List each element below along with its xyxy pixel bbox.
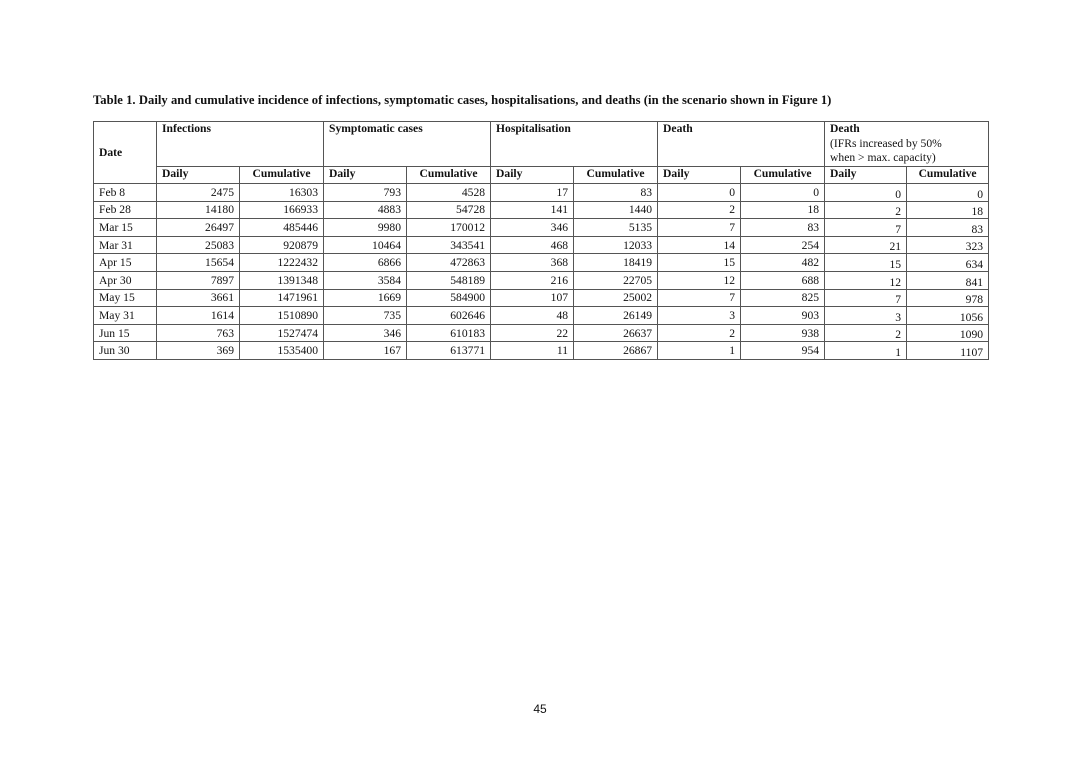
- infections-daily-cell: 25083: [157, 236, 240, 254]
- infections-cumulative-cell: 1527474: [240, 324, 324, 342]
- symptomatic-cumulative-cell: 548189: [407, 271, 491, 289]
- death-cumulative-cell: 18: [741, 201, 825, 219]
- infections-daily-cell: 2475: [157, 184, 240, 202]
- death-cumulative-cell: 482: [741, 254, 825, 272]
- death-daily-cell: 12: [658, 271, 741, 289]
- death-adjusted-cumulative-cell: 323: [907, 236, 989, 254]
- hospitalisation-daily-header: Daily: [491, 167, 574, 184]
- hospitalisation-daily-cell: 48: [491, 307, 574, 325]
- symptomatic-daily-cell: 9980: [324, 219, 407, 237]
- death-adjusted-daily-cell: 15: [825, 254, 907, 272]
- hospitalisation-cumulative-cell: 18419: [574, 254, 658, 272]
- date-cell: Apr 30: [94, 271, 157, 289]
- date-cell: Feb 8: [94, 184, 157, 202]
- infections-cumulative-cell: 920879: [240, 236, 324, 254]
- death-adjusted-cumulative-cell: 634: [907, 254, 989, 272]
- table-row: [94, 254, 989, 272]
- infections-daily-cell: 3661: [157, 289, 240, 307]
- hospitalisation-daily-cell: 107: [491, 289, 574, 307]
- death-adjusted-cumulative-cell: 978: [907, 289, 989, 307]
- symptomatic-daily-cell: 3584: [324, 271, 407, 289]
- death-cumulative-cell: 254: [741, 236, 825, 254]
- death-daily-cell: 15: [658, 254, 741, 272]
- symptomatic-daily-header: Daily: [324, 167, 407, 184]
- hospitalisation-cumulative-cell: 1440: [574, 201, 658, 219]
- death-cumulative-cell: 83: [741, 219, 825, 237]
- incidence-table: [93, 121, 989, 360]
- table-row: [94, 307, 989, 325]
- hospitalisation-cumulative-cell: 26637: [574, 324, 658, 342]
- death-daily-cell: 7: [658, 289, 741, 307]
- death-adjusted-header: [825, 122, 989, 167]
- table-row: [94, 236, 989, 254]
- table-row: [94, 324, 989, 342]
- death-daily-cell: 14: [658, 236, 741, 254]
- symptomatic-cumulative-cell: 170012: [407, 219, 491, 237]
- death-adjusted-note-line2: when > max. capacity): [830, 151, 936, 164]
- infections-daily-cell: 15654: [157, 254, 240, 272]
- death-daily-cell: 0: [658, 184, 741, 202]
- death-daily-cell: 7: [658, 219, 741, 237]
- infections-cumulative-cell: 166933: [240, 201, 324, 219]
- death-adjusted-daily-cell: 1: [825, 342, 907, 360]
- hospitalisation-daily-cell: 468: [491, 236, 574, 254]
- subheader-row: [94, 167, 989, 184]
- table-row: [94, 342, 989, 360]
- infections-daily-cell: 26497: [157, 219, 240, 237]
- hospitalisation-header: Hospitalisation: [491, 122, 658, 167]
- symptomatic-cumulative-cell: 610183: [407, 324, 491, 342]
- symptomatic-header: Symptomatic cases: [324, 122, 491, 167]
- death-daily-header: Daily: [658, 167, 741, 184]
- symptomatic-daily-cell: 346: [324, 324, 407, 342]
- date-cell: Jun 15: [94, 324, 157, 342]
- symptomatic-cumulative-cell: 613771: [407, 342, 491, 360]
- death-adjusted-title: Death: [830, 122, 860, 135]
- infections-daily-cell: 1614: [157, 307, 240, 325]
- death-adjusted-daily-cell: 3: [825, 307, 907, 325]
- death-adjusted-cumulative-header: Cumulative: [907, 167, 989, 184]
- death-adjusted-daily-cell: 12: [825, 271, 907, 289]
- date-cell: Mar 15: [94, 219, 157, 237]
- date-cell: May 31: [94, 307, 157, 325]
- death-adjusted-note-line1: (IFRs increased by 50%: [830, 136, 942, 150]
- infections-cumulative-cell: 16303: [240, 184, 324, 202]
- page-number: 45: [533, 702, 547, 716]
- symptomatic-cumulative-cell: 472863: [407, 254, 491, 272]
- symptomatic-cumulative-cell: 343541: [407, 236, 491, 254]
- infections-daily-header: Daily: [157, 167, 240, 184]
- table-caption: Table 1. Daily and cumulative incidence of infections, symptomatic cases, hospitalisations, and deaths (in the scenario shown in Figure 1): [93, 93, 832, 107]
- hospitalisation-cumulative-cell: 22705: [574, 271, 658, 289]
- date-cell: Jun 30: [94, 342, 157, 360]
- death-cumulative-cell: 903: [741, 307, 825, 325]
- table-row: [94, 289, 989, 307]
- death-daily-cell: 3: [658, 307, 741, 325]
- hospitalisation-daily-cell: 141: [491, 201, 574, 219]
- death-adjusted-cumulative-cell: 1090: [907, 324, 989, 342]
- hospitalisation-cumulative-cell: 25002: [574, 289, 658, 307]
- death-adjusted-cumulative-cell: 18: [907, 201, 989, 219]
- symptomatic-daily-cell: 6866: [324, 254, 407, 272]
- date-cell: Mar 31: [94, 236, 157, 254]
- death-cumulative-cell: 688: [741, 271, 825, 289]
- hospitalisation-daily-cell: 216: [491, 271, 574, 289]
- infections-cumulative-cell: 1510890: [240, 307, 324, 325]
- death-cumulative-cell: 825: [741, 289, 825, 307]
- date-cell: May 15: [94, 289, 157, 307]
- death-adjusted-daily-cell: 2: [825, 324, 907, 342]
- death-cumulative-cell: 938: [741, 324, 825, 342]
- symptomatic-cumulative-cell: 602646: [407, 307, 491, 325]
- death-adjusted-cumulative-cell: 83: [907, 219, 989, 237]
- infections-cumulative-cell: 1391348: [240, 271, 324, 289]
- table-body: [94, 184, 989, 360]
- table-row: [94, 219, 989, 237]
- infections-cumulative-cell: 1471961: [240, 289, 324, 307]
- symptomatic-daily-cell: 1669: [324, 289, 407, 307]
- symptomatic-cumulative-cell: 4528: [407, 184, 491, 202]
- symptomatic-cumulative-cell: 584900: [407, 289, 491, 307]
- hospitalisation-cumulative-cell: 26867: [574, 342, 658, 360]
- death-daily-cell: 2: [658, 324, 741, 342]
- death-daily-cell: 1: [658, 342, 741, 360]
- hospitalisation-cumulative-header: Cumulative: [574, 167, 658, 184]
- symptomatic-daily-cell: 4883: [324, 201, 407, 219]
- death-adjusted-daily-header: Daily: [825, 167, 907, 184]
- symptomatic-daily-cell: 167: [324, 342, 407, 360]
- hospitalisation-cumulative-cell: 12033: [574, 236, 658, 254]
- table-row: [94, 201, 989, 219]
- hospitalisation-cumulative-cell: 26149: [574, 307, 658, 325]
- hospitalisation-daily-cell: 368: [491, 254, 574, 272]
- table-row: [94, 184, 989, 202]
- infections-header: Infections: [157, 122, 324, 167]
- death-cumulative-cell: 0: [741, 184, 825, 202]
- hospitalisation-cumulative-cell: 83: [574, 184, 658, 202]
- death-cumulative-cell: 954: [741, 342, 825, 360]
- infections-cumulative-cell: 485446: [240, 219, 324, 237]
- death-adjusted-cumulative-cell: 1056: [907, 307, 989, 325]
- infections-cumulative-cell: 1535400: [240, 342, 324, 360]
- symptomatic-cumulative-cell: 54728: [407, 201, 491, 219]
- death-adjusted-cumulative-cell: 1107: [907, 342, 989, 360]
- death-adjusted-daily-cell: 7: [825, 219, 907, 237]
- hospitalisation-daily-cell: 22: [491, 324, 574, 342]
- date-cell: Feb 28: [94, 201, 157, 219]
- death-adjusted-daily-cell: 0: [825, 184, 907, 202]
- symptomatic-daily-cell: 793: [324, 184, 407, 202]
- death-adjusted-cumulative-cell: 0: [907, 184, 989, 202]
- death-adjusted-daily-cell: 2: [825, 201, 907, 219]
- infections-daily-cell: 763: [157, 324, 240, 342]
- death-cumulative-header: Cumulative: [741, 167, 825, 184]
- hospitalisation-daily-cell: 11: [491, 342, 574, 360]
- infections-daily-cell: 7897: [157, 271, 240, 289]
- symptomatic-cumulative-header: Cumulative: [407, 167, 491, 184]
- infections-cumulative-header: Cumulative: [240, 167, 324, 184]
- hospitalisation-daily-cell: 17: [491, 184, 574, 202]
- hospitalisation-daily-cell: 346: [491, 219, 574, 237]
- symptomatic-daily-cell: 10464: [324, 236, 407, 254]
- death-header: Death: [658, 122, 825, 167]
- infections-daily-cell: 14180: [157, 201, 240, 219]
- table-row: [94, 271, 989, 289]
- symptomatic-daily-cell: 735: [324, 307, 407, 325]
- date-cell: Apr 15: [94, 254, 157, 272]
- infections-cumulative-cell: 1222432: [240, 254, 324, 272]
- death-adjusted-daily-cell: 21: [825, 236, 907, 254]
- death-daily-cell: 2: [658, 201, 741, 219]
- date-header: Date: [94, 122, 157, 184]
- death-adjusted-daily-cell: 7: [825, 289, 907, 307]
- hospitalisation-cumulative-cell: 5135: [574, 219, 658, 237]
- infections-daily-cell: 369: [157, 342, 240, 360]
- death-adjusted-cumulative-cell: 841: [907, 271, 989, 289]
